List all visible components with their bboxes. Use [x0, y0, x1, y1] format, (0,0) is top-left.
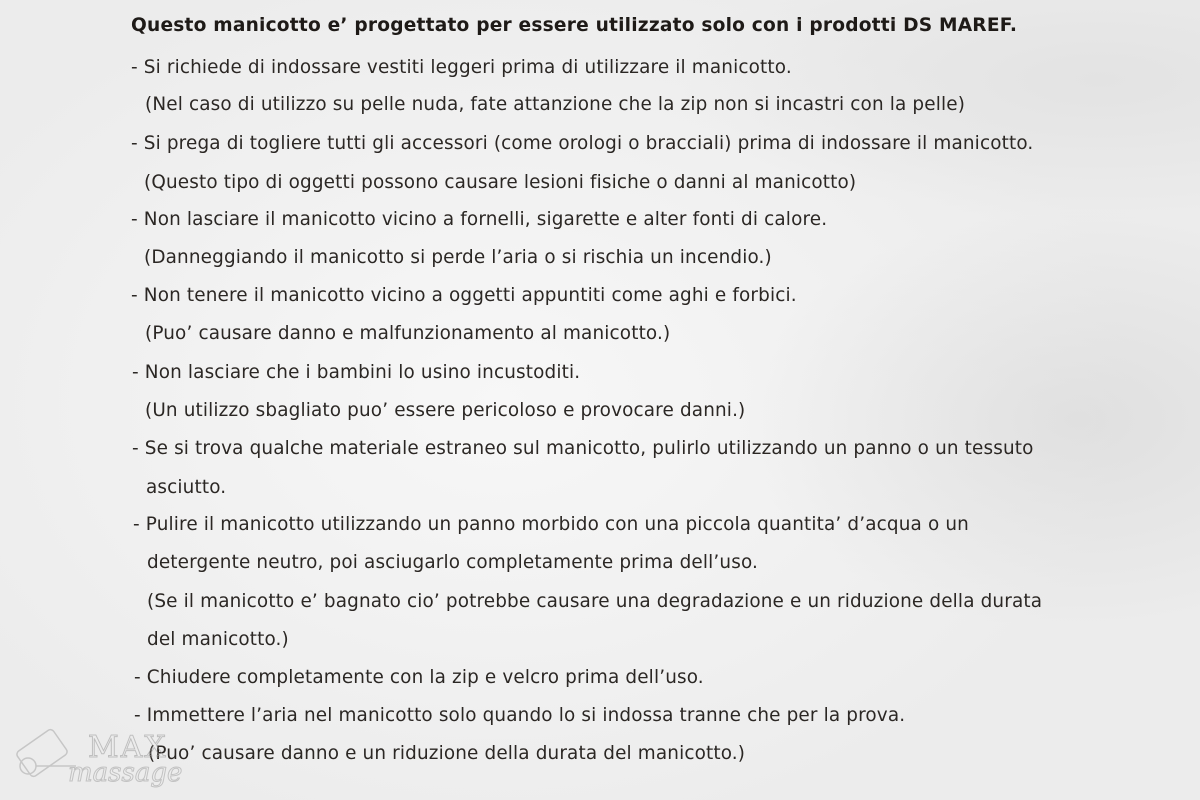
- instruction-line: - Pulire il manicotto utilizzando un panno morbido con una piccola quantita’ d’acqua o un: [133, 514, 969, 535]
- document-title: Questo manicotto e’ progettato per essere utilizzato solo con i prodotti DS MAREF.: [131, 15, 1018, 36]
- instruction-line: - Si prega di togliere tutti gli accessori (come orologi o bracciali) prima di indossare il manicotto.: [131, 133, 1034, 154]
- instruction-line: - Chiudere completamente con la zip e velcro prima dell’uso.: [134, 667, 704, 688]
- instruction-note: (Se il manicotto e’ bagnato cio’ potrebbe causare una degradazione e un riduzione della durata: [147, 591, 1043, 612]
- instruction-line-continuation: detergente neutro, poi asciugarlo completamente prima dell’uso.: [147, 552, 759, 573]
- instruction-note: (Puo’ causare danno e un riduzione della durata del manicotto.): [148, 743, 746, 764]
- watermark-subtitle: massage: [68, 758, 183, 788]
- instruction-note: (Questo tipo di oggetti possono causare lesioni fisiche o danni al manicotto): [144, 172, 857, 193]
- watermark: [6, 728, 183, 792]
- instruction-line: - Non tenere il manicotto vicino a oggetti appuntiti come aghi e forbici.: [131, 285, 797, 306]
- instruction-line: - Si richiede di indossare vestiti leggeri prima di utilizzare il manicotto.: [131, 57, 792, 78]
- instruction-note: (Un utilizzo sbagliato puo’ essere pericoloso e provocare danni.): [145, 400, 746, 421]
- instruction-line: - Non lasciare il manicotto vicino a fornelli, sigarette e alter fonti di calore.: [131, 209, 828, 230]
- instruction-line-continuation: asciutto.: [146, 477, 227, 498]
- instruction-note: (Puo’ causare danno e malfunzionamento al manicotto.): [145, 323, 671, 344]
- instruction-line: - Immettere l’aria nel manicotto solo quando lo si indossa tranne che per la prova.: [134, 705, 906, 726]
- instruction-note: (Danneggiando il manicotto si perde l’aria o si rischia un incendio.): [144, 247, 772, 268]
- instruction-note-continuation: del manicotto.): [147, 629, 289, 650]
- watermark-brand: MAX: [88, 730, 168, 765]
- instruction-line: - Se si trova qualche materiale estraneo sul manicotto, pulirlo utilizzando un panno o un tessuto: [132, 438, 1034, 459]
- instruction-note: (Nel caso di utilizzo su pelle nuda, fate attanzione che la zip non si incastri con la pelle): [145, 94, 966, 115]
- instruction-line: - Non lasciare che i bambini lo usino incustoditi.: [132, 362, 581, 383]
